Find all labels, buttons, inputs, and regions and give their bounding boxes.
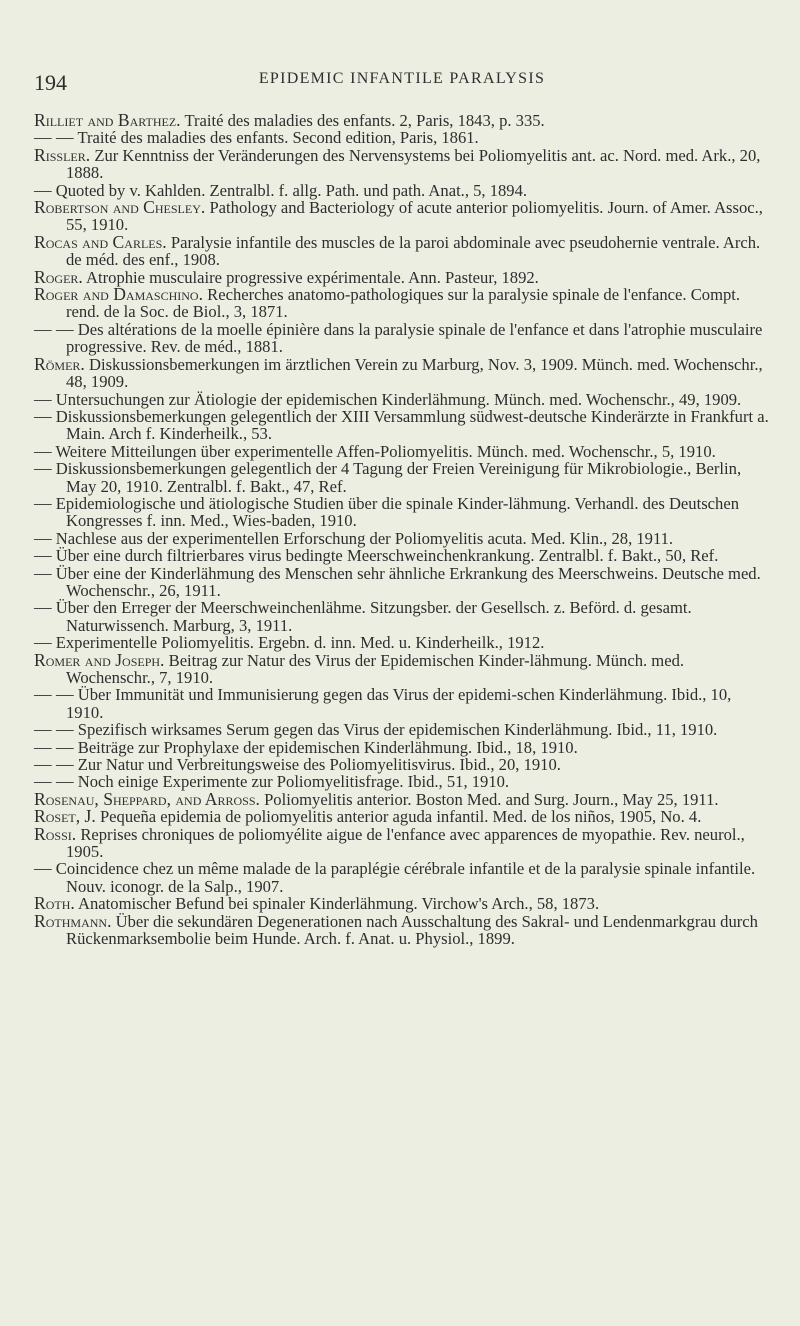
bibliography-entry (34, 440, 770, 461)
entry-citation: Traité des maladies des enfants. 2, Paris, 1843, p. 335. (184, 111, 545, 130)
bibliography-entry (34, 910, 770, 949)
entry-author: Rissler. (34, 144, 91, 165)
bibliography-entry (34, 895, 770, 912)
entry-citation: Nachlese aus der experimentellen Erforschung der Poliomyelitis acuta. Med. Klin., 28, 1911. (55, 528, 674, 548)
entry-author: — (34, 458, 52, 479)
entry-citation: Paralysie infantile des muscles de la paroi abdominale avec pseudohernie ventrale. Arch. de méd. des enf., 1908. (66, 232, 761, 270)
page-header (34, 70, 770, 100)
bibliography-entry (34, 860, 770, 895)
entry-author: — — (34, 684, 74, 705)
entry-citation: Experimentelle Poliomyelitis. Ergebn. d. inn. Med. u. Kinderheilk., 1912. (55, 633, 545, 653)
entry-citation: Zur Natur und Verbreitungsweise des Poliomyelitisvirus. Ibid., 20, 1910. (77, 755, 561, 775)
entry-citation: Traité des maladies des enfants. Second edition, Paris, 1861. (77, 128, 479, 148)
entry-citation: Pathology and Bacteriology of acute anterior poliomyelitis. Journ. of Amer. Assoc., 55, 1910. (66, 198, 763, 235)
entry-citation: Recherches anatomo-pathologiques sur la paralysie spinale de l'enfance. Compt. rend. de la Soc. de Biol., 3, 1871. (66, 285, 741, 322)
entry-citation: Atrophie musculaire progressive expérimentale. Ann. Pasteur, 1892. (86, 267, 539, 287)
entry-citation: Noch einige Experimente zur Poliomyelitisfrage. Ibid., 51, 1910. (77, 772, 510, 792)
bibliography-entry (34, 823, 770, 862)
entry-citation: Diskussionsbemerkungen im ärztlichen Verein zu Marburg, Nov. 3, 1909. Münch. med. Wochenschr., 48, 1909. (66, 354, 763, 392)
entry-author: Roger and Damaschino. (34, 284, 203, 305)
entry-author: Roger. (34, 266, 83, 287)
entry-author: — (34, 597, 52, 618)
entry-author: Rilliet and Barthez. (34, 110, 181, 130)
entry-citation: Weitere Mitteilungen über experimentelle Affen-Poliomyelitis. Münch. med. Wochenschr., 5, 1910. (55, 441, 716, 461)
bibliography-entry (34, 599, 770, 634)
entry-author: Rosenau, Sheppard, and Arross. (34, 788, 260, 809)
entry-author: Rocas and Carles. (34, 231, 167, 252)
bibliography-entry (34, 388, 770, 409)
entry-citation: Quoted by v. Kahlden. Zentralbl. f. allg. Path. und path. Anat., 5, 1894. (55, 180, 528, 200)
entry-author: — — (34, 736, 74, 757)
bibliography-entry (34, 231, 770, 270)
entry-citation: Untersuchungen zur Ätiologie der epidemischen Kinderlähmung. Münch. med. Wochenschr., 49, 1909. (55, 389, 742, 409)
bibliography-entry (34, 686, 770, 721)
entry-citation: Reprises chroniques de poliomyélite aigue de l'enfance avec apparences de myopathie. Rev. neurol., 1905. (66, 824, 745, 862)
entry-citation: Über eine durch filtrierbares virus bedingte Meerschweinchenkrankung. Zentralbl. f. Bakt., 50, Ref. (55, 546, 719, 566)
entry-author: Roth. (34, 893, 75, 914)
entry-author: — (34, 632, 52, 653)
entry-author: — (34, 388, 52, 409)
entry-author: — — (34, 318, 74, 339)
entry-author: — — (34, 127, 74, 148)
bibliography-entry (34, 736, 770, 757)
bibliography-entry (34, 286, 770, 321)
bibliography-entry (34, 405, 770, 444)
entry-author: Rothmann. (34, 910, 112, 931)
bibliography-entry (34, 756, 770, 773)
entry-citation: Beitrag zur Natur des Virus der Epidemischen Kinder-lähmung. Münch. med. Wochenschr., 7, 1910. (66, 650, 685, 687)
entry-citation: Poliomyelitis anterior. Boston Med. and Surg. Journ., May 25, 1911. (264, 789, 719, 809)
bibliography-entry (34, 527, 770, 548)
entry-citation: Epidemiologische und ätiologische Studien über die spinale Kinder-lähmung. Verhandl. des Deutschen Kongresses f. inn. Med., Wies-baden, 1910. (55, 493, 739, 531)
entry-citation: Über Immunität und Immunisierung gegen das Virus der epidemi-schen Kinderlähmung. Ibid., 10, 1910. (66, 685, 732, 722)
page-number: 194 (34, 70, 67, 95)
entry-citation: Diskussionsbemerkungen gelegentlich der 4 Tagung der Freien Vereinigung für Mikrobiologie., Berlin, May 20, 1910. Zentralbl. f. Bakt., 47, Ref. (55, 459, 742, 496)
bibliography-entry (34, 788, 770, 809)
entry-citation: Des altérations de la moelle épinière dans la paralysie spinale de l'enfance et dans l'atrophie musculaire progressive. Rev. de méd., 1881. (66, 319, 763, 357)
entry-author: — (34, 492, 52, 513)
bibliography-entry (34, 492, 770, 531)
bibliography-entry (34, 199, 770, 234)
entry-author: — (34, 562, 52, 583)
bibliography-entry (34, 721, 770, 738)
entry-author: — — (34, 754, 74, 775)
entry-citation: Zur Kenntniss der Veränderungen des Nervensystems bei Poliomyelitis ant. ac. Nord. med. Ark., 20, 1888. (66, 145, 761, 183)
bibliography-entry (34, 318, 770, 357)
entry-author: — — (34, 771, 74, 792)
running-title: EPIDEMIC INFANTILE PARALYSIS (258, 70, 546, 87)
bibliography-list (34, 112, 770, 948)
entry-author: — (34, 527, 52, 548)
bibliography-entry (34, 460, 770, 495)
entry-author: — (34, 179, 52, 200)
entry-author: — (34, 440, 52, 461)
entry-author: Römer. (34, 353, 85, 374)
entry-author: Roset, J. (34, 806, 96, 827)
bibliography-entry (34, 144, 770, 183)
entry-citation: Beiträge zur Prophylaxe der epidemischen Kinderlähmung. Ibid., 18, 1910. (77, 737, 578, 757)
bibliography-entry (34, 547, 770, 564)
bibliography-entry (34, 129, 770, 146)
entry-author: — (34, 545, 52, 566)
entry-citation: Anatomischer Befund bei spinaler Kinderlähmung. Virchow's Arch., 58, 1873. (78, 894, 600, 914)
entry-citation: Pequeña epidemia de poliomyelitis anterior aguda infantil. Med. de los niños, 1905, No. 4. (99, 807, 702, 827)
entry-citation: Über eine der Kinderlähmung des Menschen sehr ähnliche Erkrankung des Meerschweins. Deutsche med. Wochenschr., 26, 1911. (55, 563, 761, 600)
entry-author: Robertson and Chesley. (34, 197, 206, 218)
bibliography-entry (34, 808, 770, 825)
entry-author: — (34, 405, 52, 426)
entry-author: — — (34, 719, 74, 740)
bibliography-entry (34, 112, 770, 129)
entry-author: Rossi. (34, 823, 77, 844)
bibliography-entry (34, 353, 770, 392)
bibliography-entry (34, 649, 770, 687)
entry-citation: Coincidence chez un même malade de la paraplégie cérébrale infantile et de la paralysie spinale infantile. Nouv. iconogr. de la Salp., 1907. (55, 859, 756, 896)
entry-citation: Über den Erreger der Meerschweinchenlähme. Sitzungsber. der Gesellsch. z. Beförd. d. gesamt. Naturwissench. Marburg, 3, 1911. (55, 598, 692, 635)
entry-citation: Über die sekundären Degenerationen nach Ausschaltung des Sakral- und Lendenmarkgrau durch Rückenmarksembolie beim Hunde. Arch. f. Anat. u. Physiol., 1899. (66, 911, 758, 949)
entry-author: Romer and Joseph. (34, 649, 165, 670)
entry-citation: Diskussionsbemerkungen gelegentlich der XIII Versammlung südwest-deutsche Kinderärzte in Frankfurt a. Main. Arch f. Kinderheilk., 53. (55, 406, 769, 444)
entry-citation: Spezifisch wirksames Serum gegen das Virus der epidemischen Kinderlähmung. Ibid., 11, 1910. (77, 720, 718, 740)
bibliography-entry (34, 562, 770, 600)
entry-author: — (34, 858, 52, 879)
